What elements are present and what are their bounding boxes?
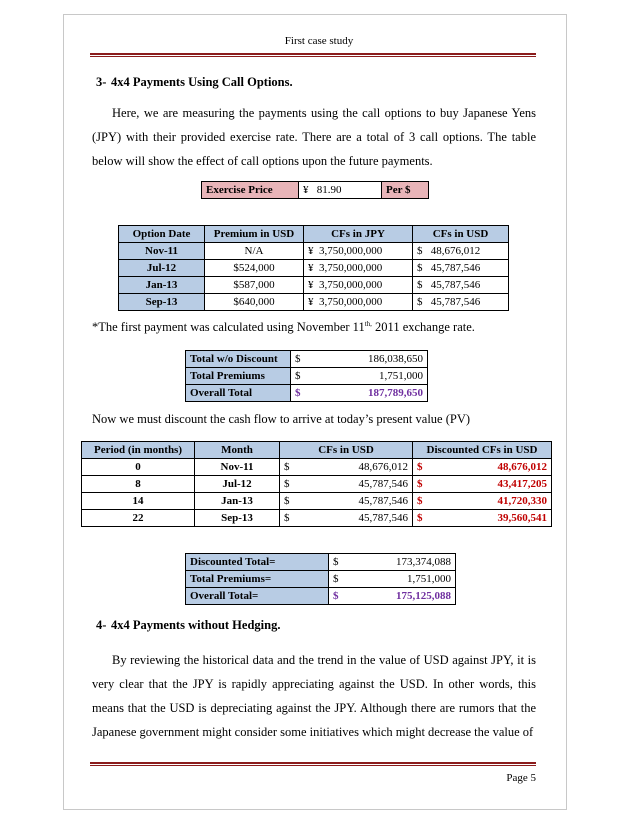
col-header: Period (in months) [82, 442, 195, 459]
cf-usd: $ 45,787,546 [413, 294, 509, 311]
dcf-value: 43,417,205 [441, 476, 551, 493]
options-table-header [119, 226, 509, 243]
total-value: 1,751,000 [329, 368, 428, 385]
total-sym: $ [329, 588, 368, 605]
col-header: CFs in JPY [304, 226, 413, 243]
col-header: Month [195, 442, 280, 459]
total-sym: $ [329, 554, 368, 571]
dcf-value: 41,720,330 [441, 493, 551, 510]
total-sym: $ [329, 571, 368, 588]
total-label: Total Premiums [186, 368, 291, 385]
discounted-totals-table [185, 553, 456, 605]
col-header: CFs in USD [413, 226, 509, 243]
header-rule-thin [90, 56, 536, 57]
period: 8 [82, 476, 195, 493]
yen-symbol: ¥ [303, 184, 309, 196]
table-row [186, 554, 456, 571]
pv-table [81, 441, 552, 527]
dcf-value: 39,560,541 [441, 510, 551, 527]
dcf-sym: $ [413, 459, 442, 476]
table-row [82, 510, 552, 527]
premium: $640,000 [205, 294, 304, 311]
section4-paragraph-text: By reviewing the historical data and the trend in the value of USD against JPY, it is very clear that the JPY is rapidly appreciating against the USD. In other words, this means that the USD is depreciating against the JPY. Although there are rumors that the Japanese government might consider some initiatives which might decrease the value of [92, 653, 536, 739]
exchange-rate-note: *The first payment was calculated using November $11^{th,}$ 2011 exchange rate. [92, 320, 475, 335]
premium: $587,000 [205, 277, 304, 294]
cf-jpy: ¥ 3,750,000,000 [304, 260, 413, 277]
period: 14 [82, 493, 195, 510]
table-row [186, 385, 428, 402]
total-value: 175,125,088 [367, 588, 456, 605]
cf-sym: $ [280, 510, 309, 527]
totals-table [185, 350, 428, 402]
table-row [82, 493, 552, 510]
exercise-per-label: Per $ [382, 182, 429, 199]
exercise-rate: 81.90 [316, 184, 342, 196]
period: 0 [82, 459, 195, 476]
cf-sym: $ [280, 493, 309, 510]
total-label: Overall Total [186, 385, 291, 402]
cf-usd: $ 45,787,546 [413, 260, 509, 277]
table-row [186, 368, 428, 385]
dcf-sym: $ [413, 493, 442, 510]
total-sym: $ [291, 351, 330, 368]
option-date: Nov-11 [119, 243, 205, 260]
options-table [118, 225, 509, 311]
table-row [119, 294, 509, 311]
header-rule [90, 53, 536, 55]
table-row [186, 351, 428, 368]
month: Jul-12 [195, 476, 280, 493]
dcf-value: 48,676,012 [441, 459, 551, 476]
option-date: Sep-13 [119, 294, 205, 311]
table-row [82, 459, 552, 476]
month: Sep-13 [195, 510, 280, 527]
footer-rule [90, 762, 536, 764]
section4-number: 4- [96, 618, 107, 632]
premium: $524,000 [205, 260, 304, 277]
col-header: Option Date [119, 226, 205, 243]
exercise-price-value [299, 182, 382, 199]
dcf-sym: $ [413, 510, 442, 527]
cf-jpy: ¥ 3,750,000,000 [304, 294, 413, 311]
table-row [82, 476, 552, 493]
option-date: Jan-13 [119, 277, 205, 294]
cf-usd: $ 45,787,546 [413, 277, 509, 294]
cf-value: 45,787,546 [308, 476, 413, 493]
col-header: Discounted CFs in USD [413, 442, 552, 459]
exercise-price-table [201, 181, 429, 199]
footer-rule-thin [90, 765, 536, 766]
col-header: Premium in USD [205, 226, 304, 243]
total-label: Overall Total= [186, 588, 329, 605]
section4-paragraph [92, 648, 536, 744]
cf-usd: $ 48,676,012 [413, 243, 509, 260]
table-row [119, 260, 509, 277]
month: Nov-11 [195, 459, 280, 476]
total-sym: $ [291, 368, 330, 385]
cf-sym: $ [280, 459, 309, 476]
cf-value: 45,787,546 [308, 510, 413, 527]
discount-sentence: Now we must discount the cash flow to arrive at today’s present value (PV) [92, 412, 471, 426]
cf-value: 45,787,546 [308, 493, 413, 510]
section3-paragraph-text: Here, we are measuring the payments using the call options to buy Japanese Yens (JPY) with their provided exercise rate. There are a total of 3 call options. The table below will show the effect of call options upon the future payments. [92, 106, 536, 168]
month: Jan-13 [195, 493, 280, 510]
total-label: Total Premiums= [186, 571, 329, 588]
total-value: 1,751,000 [367, 571, 456, 588]
total-value: 187,789,650 [329, 385, 428, 402]
dcf-sym: $ [413, 476, 442, 493]
pv-table-header [82, 442, 552, 459]
section4-title: 4x4 Payments without Hedging. [111, 618, 281, 632]
premium: N/A [205, 243, 304, 260]
page-number: Page 5 [506, 772, 536, 784]
col-header: CFs in USD [280, 442, 413, 459]
section4-heading [96, 618, 281, 633]
table-row [119, 243, 509, 260]
period: 22 [82, 510, 195, 527]
table-row [186, 588, 456, 605]
table-row [119, 277, 509, 294]
option-date: Jul-12 [119, 260, 205, 277]
section3-heading [96, 75, 293, 90]
cf-value: 48,676,012 [308, 459, 413, 476]
section3-title: 4x4 Payments Using Call Options. [111, 75, 293, 89]
exercise-price-label: Exercise Price [202, 182, 299, 199]
section3-number: 3- [96, 75, 107, 89]
section3-paragraph [92, 101, 536, 173]
total-value: 186,038,650 [329, 351, 428, 368]
table-row [186, 571, 456, 588]
total-label: Discounted Total= [186, 554, 329, 571]
cf-sym: $ [280, 476, 309, 493]
header-title: First case study [284, 35, 354, 47]
total-label: Total w/o Discount [186, 351, 291, 368]
total-sym: $ [291, 385, 330, 402]
cf-jpy: ¥ 3,750,000,000 [304, 243, 413, 260]
cf-jpy: ¥ 3,750,000,000 [304, 277, 413, 294]
total-value: 173,374,088 [367, 554, 456, 571]
